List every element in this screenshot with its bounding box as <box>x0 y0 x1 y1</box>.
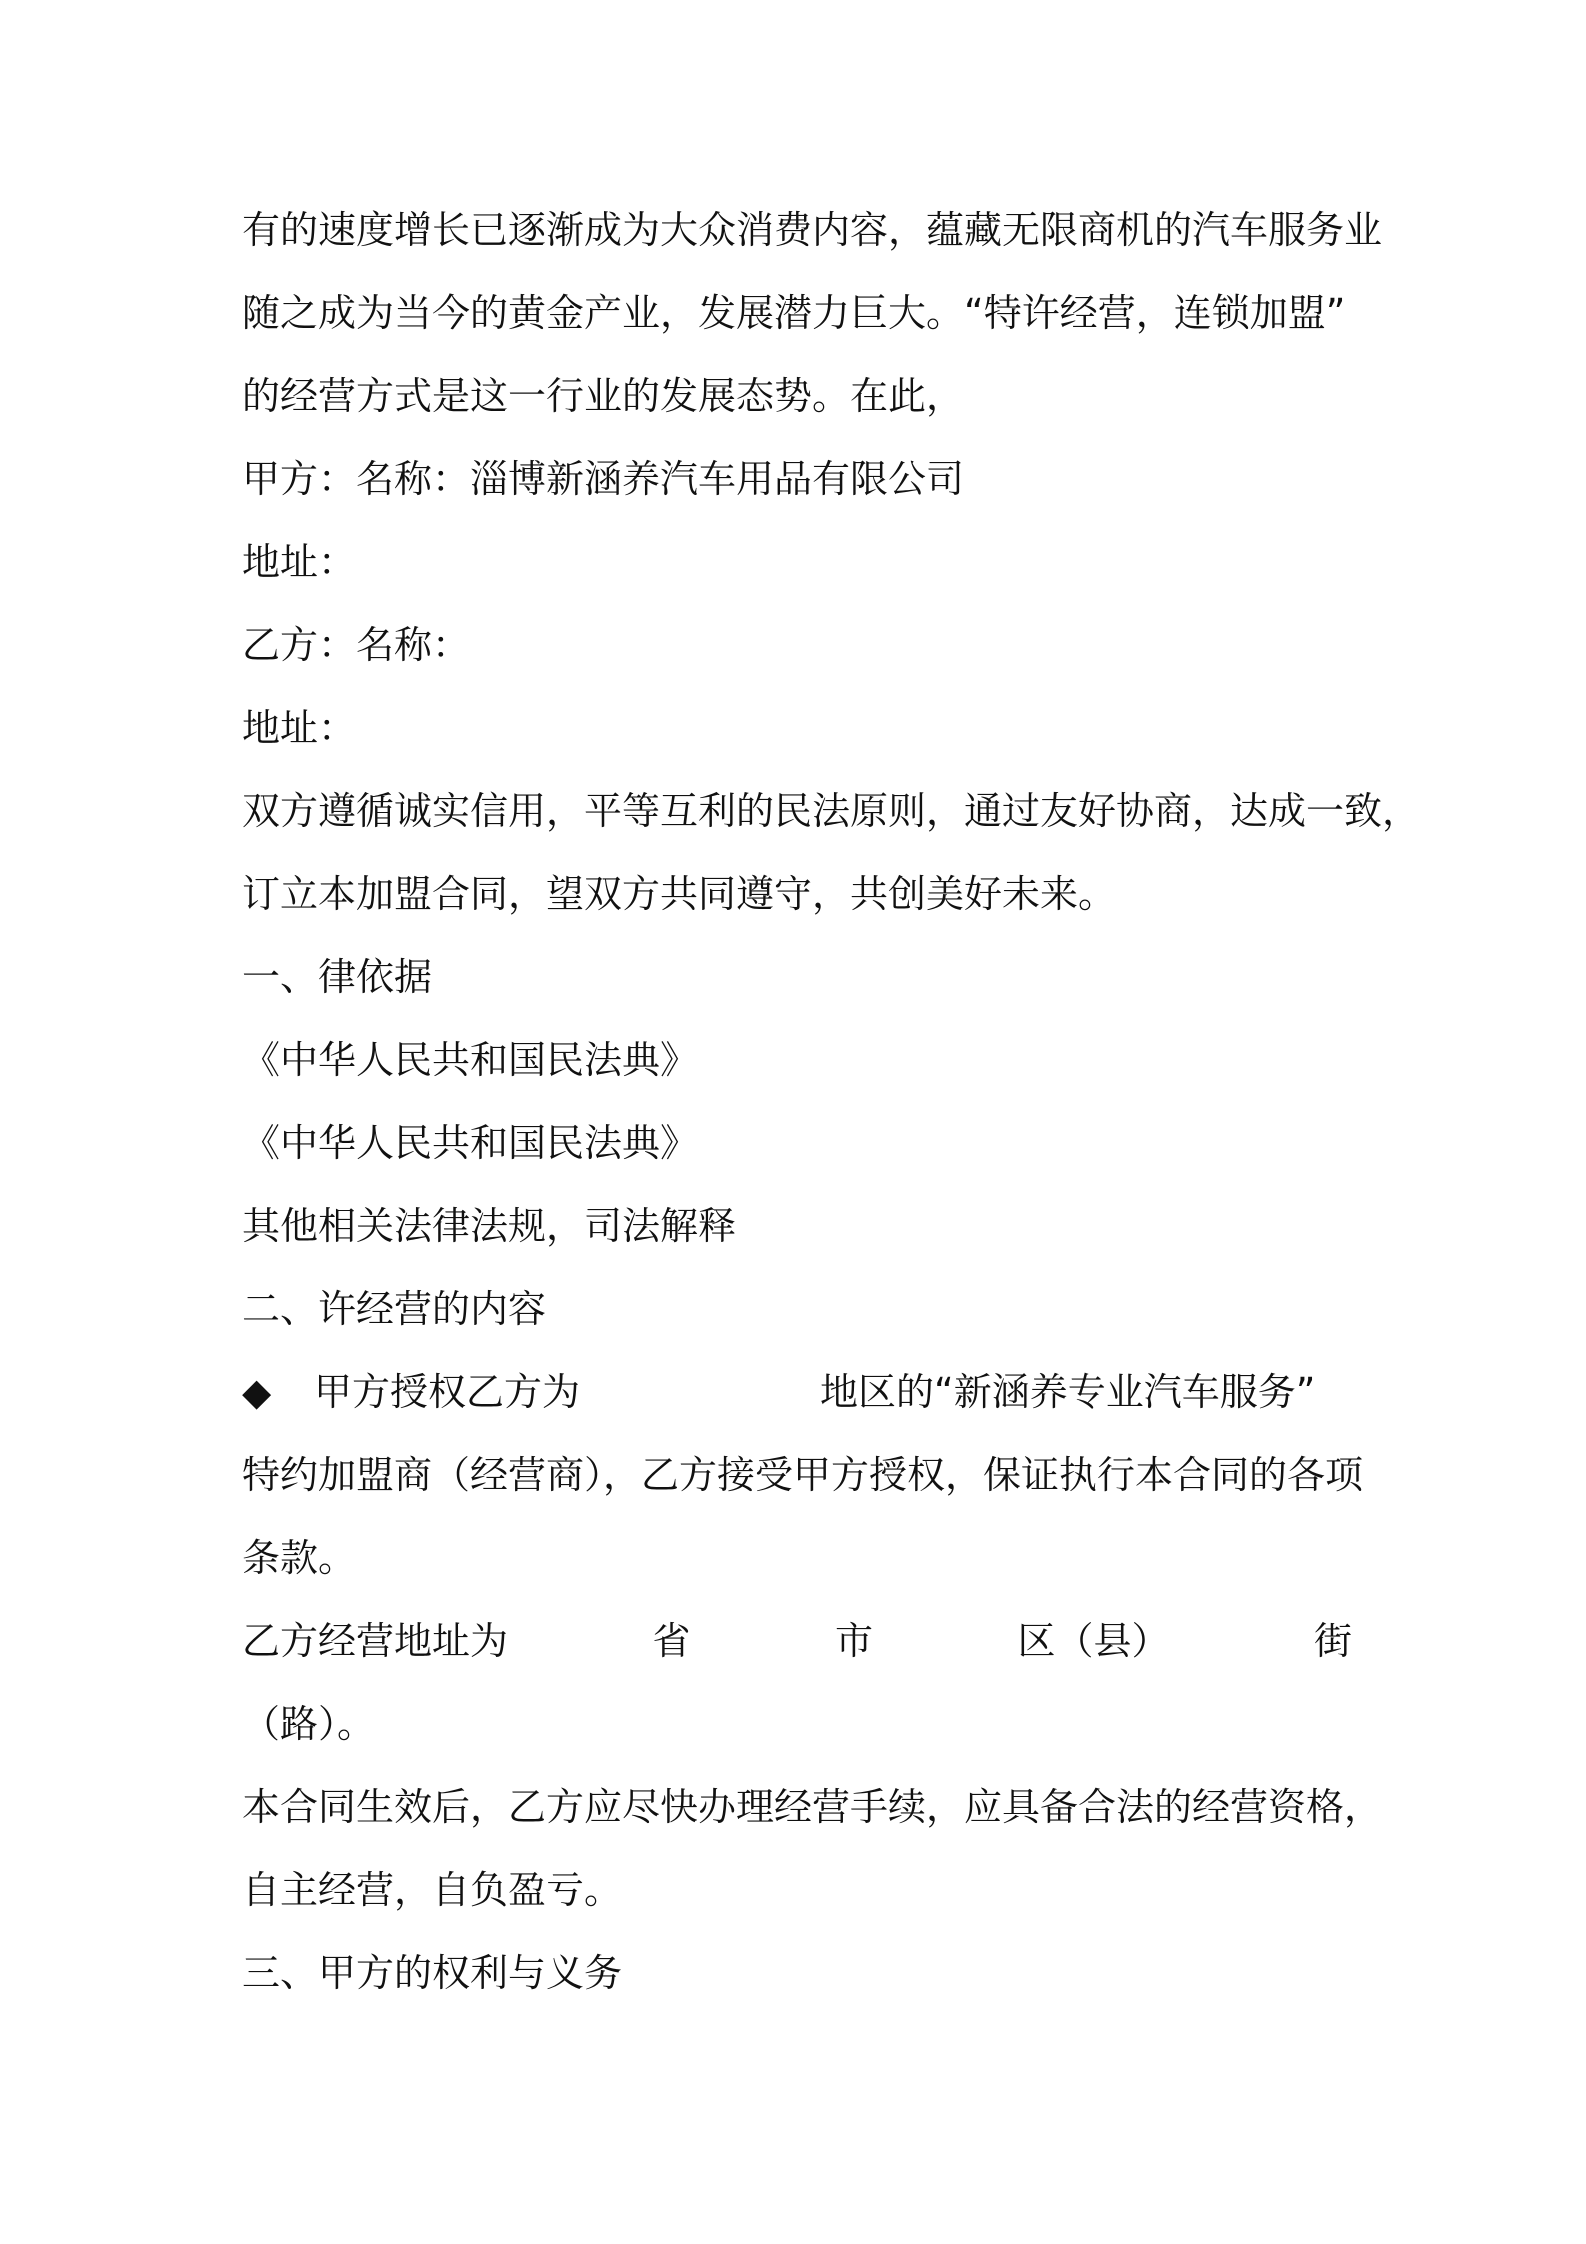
address-city: 市 <box>834 1619 873 1663</box>
law-reference: 《中华人民共和国民法典》 <box>242 1038 699 1082</box>
party-b-name: 乙方：名称： <box>242 623 471 667</box>
paragraph-line: 有的速度增长已逐渐成为大众消费内容，蕴藏无限商机的汽车服务业 <box>242 208 1383 252</box>
law-reference: 其他相关法律法规，司法解释 <box>242 1204 737 1248</box>
paragraph-line: 条款。 <box>242 1536 357 1580</box>
bullet-text-before: 甲方授权乙方为 <box>314 1370 581 1414</box>
paragraph-line: 自主经营，自负盈亏。 <box>242 1868 623 1912</box>
paragraph-line: 本合同生效后，乙方应尽快办理经营手续，应具备合法的经营资格， <box>242 1785 1383 1829</box>
business-address-line <box>242 1611 1352 1671</box>
party-a-address: 地址： <box>242 540 357 584</box>
bullet-clause <box>242 1362 1352 1422</box>
address-province: 省 <box>652 1619 691 1663</box>
address-road: （路）。 <box>242 1702 376 1746</box>
diamond-bullet-icon: ◆ <box>242 1370 272 1414</box>
section-heading: 二、许经营的内容 <box>242 1287 547 1331</box>
paragraph-line: 随之成为当今的黄金产业，发展潜力巨大。“特许经营，连锁加盟” <box>242 291 1346 335</box>
paragraph-line: 的经营方式是这一行业的发展态势。在此， <box>242 374 965 418</box>
party-b-address: 地址： <box>242 706 357 750</box>
address-street: 街 <box>1313 1619 1352 1663</box>
address-prefix: 乙方经营地址为 <box>242 1619 509 1663</box>
law-reference: 《中华人民共和国民法典》 <box>242 1121 699 1165</box>
paragraph-line: 特约加盟商（经营商），乙方接受甲方授权，保证执行本合同的各项 <box>242 1453 1364 1497</box>
section-heading: 三、甲方的权利与义务 <box>242 1951 623 1995</box>
party-a-name: 甲方：名称：淄博新涵养汽车用品有限公司 <box>242 457 965 501</box>
paragraph-line: 订立本加盟合同，望双方共同遵守，共创美好未来。 <box>242 872 1117 916</box>
paragraph-line: 双方遵循诚实信用，平等互利的民法原则，通过友好协商，达成一致， <box>242 789 1421 833</box>
bullet-text-after: 地区的“新涵养专业汽车服务” <box>820 1370 1316 1414</box>
address-district: 区（县） <box>1017 1619 1170 1663</box>
section-heading: 一、律依据 <box>242 955 433 999</box>
